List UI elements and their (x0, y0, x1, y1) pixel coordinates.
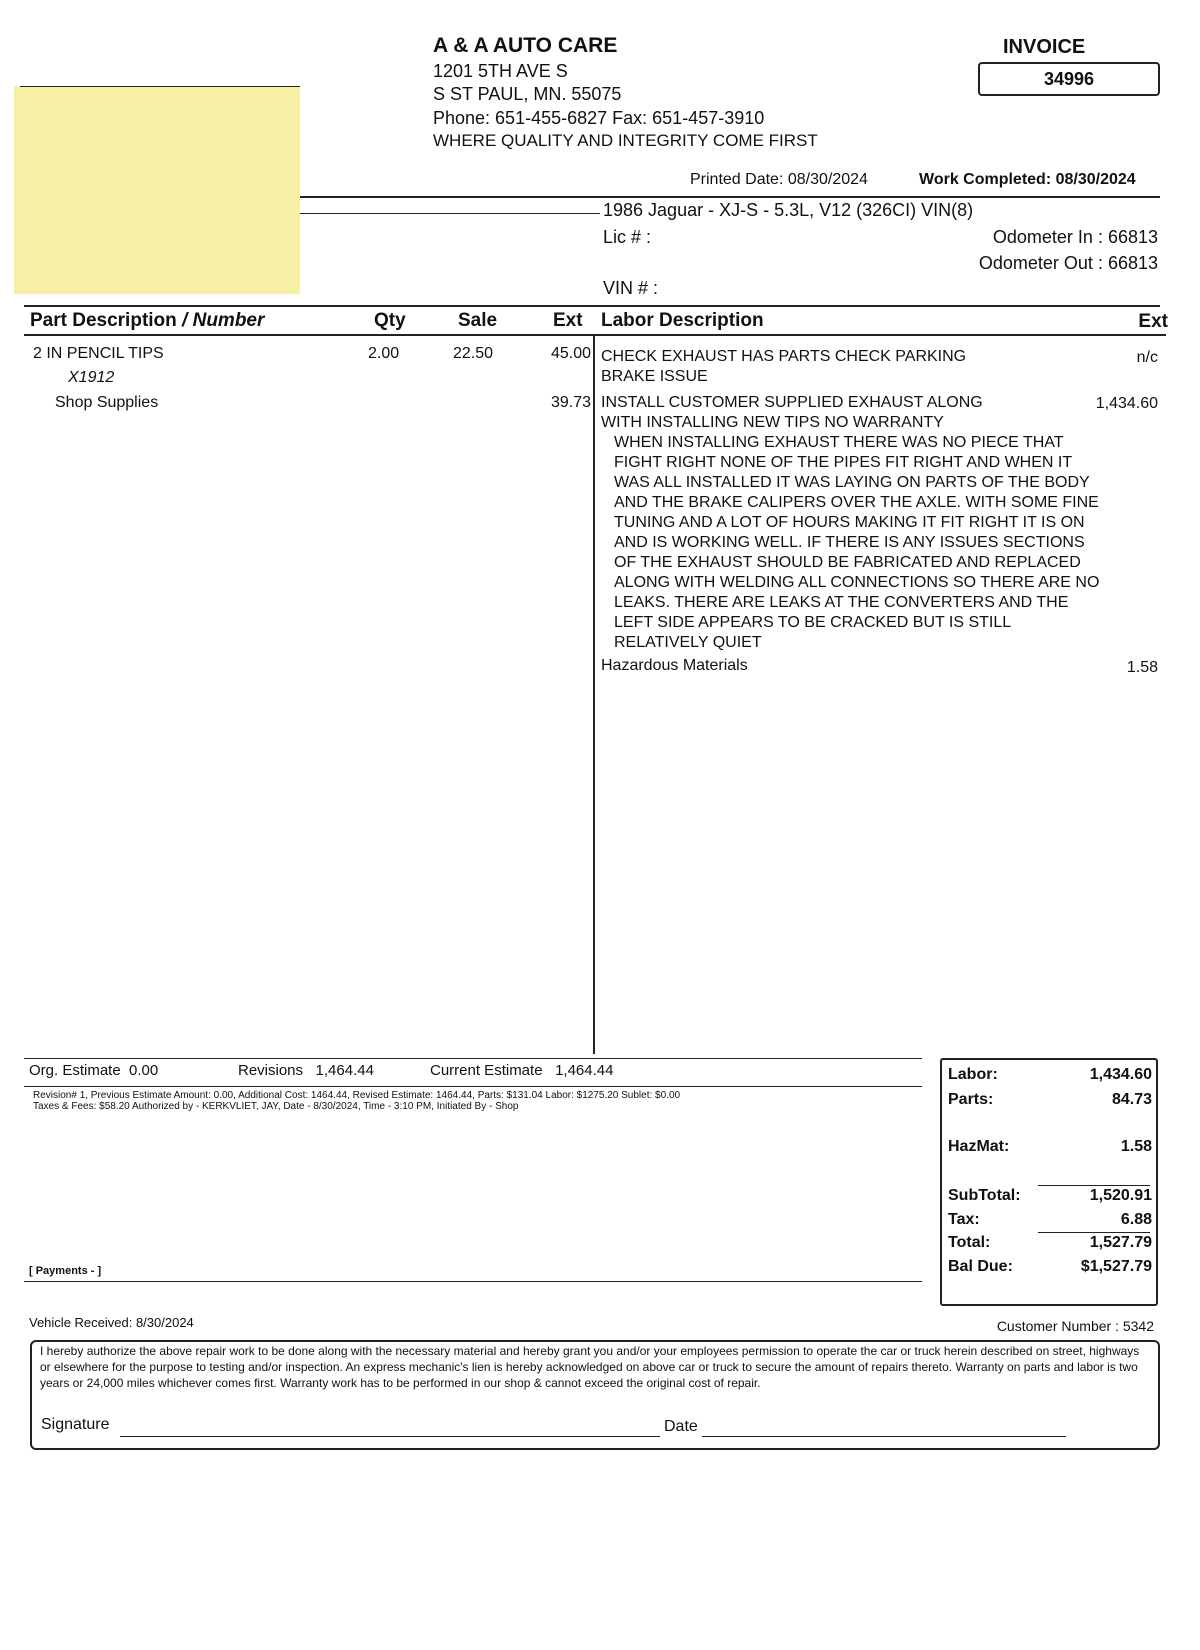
sticky-note (14, 86, 300, 294)
date-line (702, 1436, 1066, 1437)
odometer-in: Odometer In : 66813 (992, 227, 1158, 247)
part-desc: 2 IN PENCIL TIPS (33, 345, 164, 362)
divider (24, 1281, 922, 1282)
labor-line: CHECK EXHAUST HAS PARTS CHECK PARKING (601, 348, 967, 365)
part-ext: 39.73 (550, 394, 591, 411)
divider (24, 334, 1166, 336)
part-desc: Shop Supplies (55, 394, 159, 411)
total-value-tax: 6.88 (1120, 1211, 1152, 1228)
labor-note-line: LEFT SIDE APPEARS TO BE CRACKED BUT IS STILL (614, 614, 1012, 631)
parts-header-ext: Ext (553, 310, 583, 331)
org-estimate-value: 0.00 (129, 1062, 159, 1079)
labor-note-line: TUNING AND A LOT OF HOURS MAKING IT FIT RIGHT IT IS ON (614, 514, 1085, 531)
parts-header-number-label: / Number (182, 310, 265, 331)
parts-header-sale: Sale (458, 310, 498, 331)
labor-note-line: FIGHT RIGHT NONE OF THE PIPES FIT RIGHT AND WHEN IT (614, 454, 1073, 471)
shop-name: A & A AUTO CARE (433, 34, 618, 57)
total-value-labor: 1,434.60 (1089, 1066, 1152, 1083)
revisions-label: Revisions (238, 1062, 304, 1079)
revisions-value: 1,464.44 (315, 1062, 374, 1079)
shop-phone-fax: Phone: 651-455-6827 Fax: 651-457-3910 (433, 108, 765, 128)
invoice-label: INVOICE (1003, 36, 1086, 58)
total-label-subtotal: SubTotal: (948, 1187, 1021, 1204)
lic-number: Lic # : (603, 227, 652, 247)
labor-note-line: RELATIVELY QUIET (614, 634, 762, 651)
divider (20, 86, 300, 87)
labor-line: BRAKE ISSUE (601, 368, 708, 385)
payments-label: [ Payments - ] (29, 1265, 102, 1277)
labor-header-ext: Ext (1138, 311, 1168, 332)
divider (300, 213, 600, 214)
revision-line: Revision# 1, Previous Estimate Amount: 0.00, Additional Cost: 1464.44, Revised Estimate: 1464.44, Parts: $131.04 Labor: $1275.20 Sublet: $0.00 (33, 1090, 681, 1101)
labor-header-desc: Labor Description (601, 310, 764, 331)
shop-slogan: WHERE QUALITY AND INTEGRITY COME FIRST (433, 131, 818, 150)
total-value-total: 1,527.79 (1089, 1234, 1152, 1251)
divider (24, 1086, 922, 1087)
column-divider (593, 336, 595, 1054)
labor-note-line: OF THE EXHAUST SHOULD BE FABRICATED AND REPLACED (614, 554, 1081, 571)
labor-note-line: AND IS WORKING WELL. IF THERE IS ANY ISSUES SECTIONS (614, 534, 1085, 551)
labor-ext: 1.58 (1126, 659, 1158, 676)
part-number: X1912 (68, 369, 115, 386)
total-value-bal-due: $1,527.79 (1080, 1258, 1152, 1275)
total-label-tax: Tax: (948, 1211, 980, 1228)
total-label-parts: Parts: (948, 1091, 994, 1108)
org-estimate (29, 1062, 158, 1079)
labor-note-line: LEAKS. THERE ARE LEAKS AT THE CONVERTERS AND THE (614, 594, 1069, 611)
labor-line: INSTALL CUSTOMER SUPPLIED EXHAUST ALONG (601, 394, 983, 411)
invoice-number: 34996 (978, 62, 1160, 96)
shop-address-line2: S ST PAUL, MN. 55075 (433, 84, 622, 104)
total-label-total: Total: (948, 1234, 991, 1251)
parts-header-qty: Qty (374, 310, 406, 331)
org-estimate-label: Org. Estimate (29, 1062, 121, 1079)
vehicle-received: Vehicle Received: 8/30/2024 (29, 1315, 194, 1330)
total-value-parts: 84.73 (1111, 1091, 1152, 1108)
total-label-hazmat: HazMat: (948, 1138, 1010, 1155)
odometer-out: Odometer Out : 66813 (978, 253, 1158, 273)
revision-line: Taxes & Fees: $58.20 Authorized by - KERKVLIET, JAY, Date - 8/30/2024, Time - 3:10 PM, Initiated By - Shop (33, 1101, 519, 1112)
divider (24, 305, 1160, 307)
divider (24, 1058, 922, 1059)
revisions (238, 1062, 374, 1079)
total-label-bal-due: Bal Due: (948, 1258, 1013, 1275)
vehicle-description: 1986 Jaguar - XJ-S - 5.3L, V12 (326CI) VIN(8) (603, 200, 974, 220)
parts-header-desc-label: Part Description (30, 310, 177, 331)
labor-line: Hazardous Materials (601, 657, 748, 674)
parts-header-desc (30, 310, 264, 332)
current-estimate (430, 1062, 613, 1079)
part-qty: 2.00 (368, 345, 400, 362)
work-completed-date: Work Completed: 08/30/2024 (919, 171, 1136, 188)
vin-number: VIN # : (603, 278, 659, 298)
current-estimate-label: Current Estimate (430, 1062, 543, 1079)
divider (300, 196, 1160, 198)
total-value-subtotal: 1,520.91 (1089, 1187, 1152, 1204)
divider (1038, 1232, 1150, 1233)
labor-note-line: ALONG WITH WELDING ALL CONNECTIONS SO THERE ARE NO (614, 574, 1100, 591)
labor-ext: n/c (1136, 349, 1158, 366)
labor-note-line: WHEN INSTALLING EXHAUST THERE WAS NO PIECE THAT (614, 434, 1064, 451)
part-sale: 22.50 (453, 345, 494, 362)
signature-label: Signature (41, 1416, 110, 1433)
date-label: Date (664, 1418, 698, 1435)
customer-number: Customer Number : 5342 (996, 1318, 1154, 1334)
labor-note-line: AND THE BRAKE CALIPERS OVER THE AXLE. WITH SOME FINE (614, 494, 1099, 511)
total-value-hazmat: 1.58 (1120, 1138, 1152, 1155)
labor-line: WITH INSTALLING NEW TIPS NO WARRANTY (601, 414, 944, 431)
labor-note-line: WAS ALL INSTALLED IT WAS LAYING ON PARTS OF THE BODY (614, 474, 1090, 491)
labor-ext: 1,434.60 (1095, 395, 1158, 412)
shop-address-line1: 1201 5TH AVE S (433, 61, 568, 81)
signature-line (120, 1436, 660, 1437)
part-ext: 45.00 (550, 345, 591, 362)
authorization-text: I hereby authorize the above repair work to be done along with the necessary material and hereby grant you and/or your employees permission to operate the car or truck herein described on street, highways or elsewhere for the purpose to testing and/or inspection. An express mechanic's lien is hereby acknowledged on above car or truck to secure the amount of repairs thereto. Warranty on parts and labor is two years or 24,000 miles whichever comes first. Warranty work has to be performed in our shop & cannot exceed the original cost of repair. (40, 1344, 1140, 1390)
total-label-labor: Labor: (948, 1066, 998, 1083)
current-estimate-value: 1,464.44 (555, 1062, 614, 1079)
divider (1038, 1185, 1150, 1186)
printed-date: Printed Date: 08/30/2024 (690, 171, 868, 188)
